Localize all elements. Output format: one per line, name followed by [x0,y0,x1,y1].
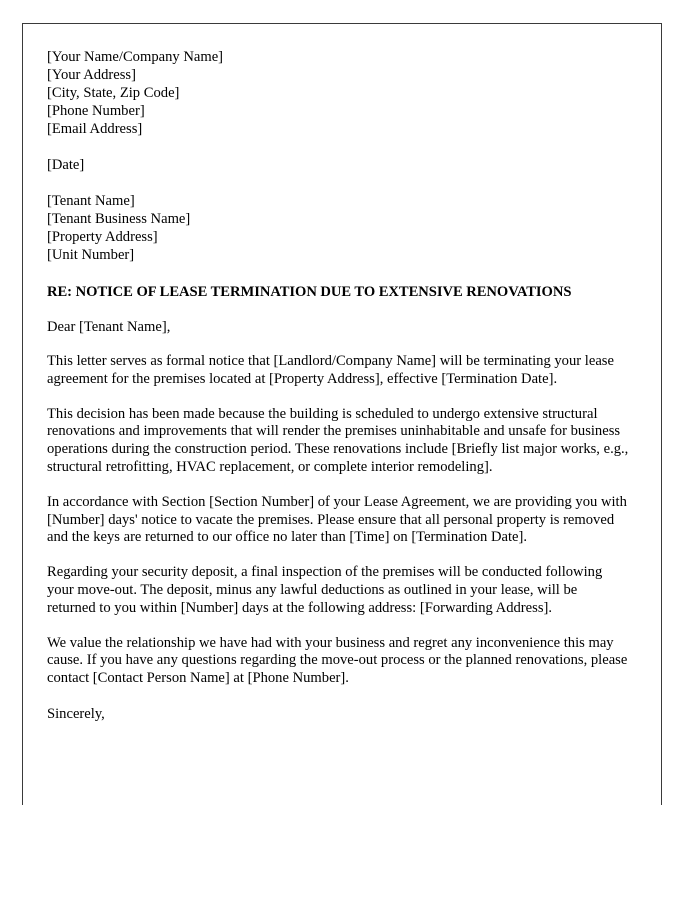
sender-line-phone: [Phone Number] [47,103,145,119]
spacer-before-para-2 [47,389,629,406]
sender-address-block [47,48,629,138]
recipient-line-property: [Property Address] [47,229,158,245]
body-paragraph-5: We value the relationship we have had with your business and regret any inconvenience this may cause. If you have any questions regarding the move-out process or the planned renovations, please contact [Contact Person Name] at [Phone Number]. [47,634,628,687]
sender-line-name: [Your Name/Company Name] [47,49,224,65]
spacer-before-salutation [47,301,629,318]
sender-line-city-state-zip: [City, State, Zip Code] [47,85,180,101]
subject-line: RE: NOTICE OF LEASE TERMINATION DUE TO EXTENSIVE RENOVATIONS [47,284,572,300]
sender-line-street: [Your Address] [47,67,136,83]
sender-line-email: [Email Address] [47,121,143,137]
spacer-before-para-1 [47,336,629,353]
body-paragraph-1: This letter serves as formal notice that [Landlord/Company Name] will be terminating your lease agreement for the premises located at [Property Address], effective [Termination Date]. [47,353,614,387]
spacer-after-sender [47,138,629,156]
closing-line: Sincerely, [47,705,105,722]
letter-content [47,48,629,723]
spacer-before-para-3 [47,477,629,494]
spacer-before-para-4 [47,547,629,564]
body-paragraph-3: In accordance with Section [Section Number] of your Lease Agreement, we are providing you with [Number] days' notice to vacate the premises. Please ensure that all personal property is removed and the keys are returned to our office no later than [Time] on [Termination Date]. [47,493,627,546]
recipient-address-block [47,192,629,264]
recipient-line-business: [Tenant Business Name] [47,211,191,227]
spacer-before-para-5 [47,618,629,635]
spacer-after-date [47,174,629,192]
body-paragraph-2: This decision has been made because the building is scheduled to undergo extensive structural renovations and improvements that will render the premises uninhabitable and unsafe for business operations during the construction period. These renovations include [Briefly list major works, e.g., structural retrofitting, HVAC replacement, or complete interior remodeling]. [47,405,629,475]
body-paragraph-4: Regarding your security deposit, a final inspection of the premises will be conducted following your move-out. The deposit, minus any lawful deductions as outlined in your lease, will be returned to you within [Number] days at the following address: [Forwarding Address]. [47,564,603,616]
salutation: Dear [Tenant Name], [47,319,171,335]
spacer-before-closing [47,688,629,705]
recipient-line-name: [Tenant Name] [47,193,135,209]
date-block [47,156,629,174]
recipient-line-unit: [Unit Number] [47,247,135,263]
date-line: [Date] [47,157,85,173]
spacer-before-subject [47,264,629,283]
document-page [22,23,662,805]
